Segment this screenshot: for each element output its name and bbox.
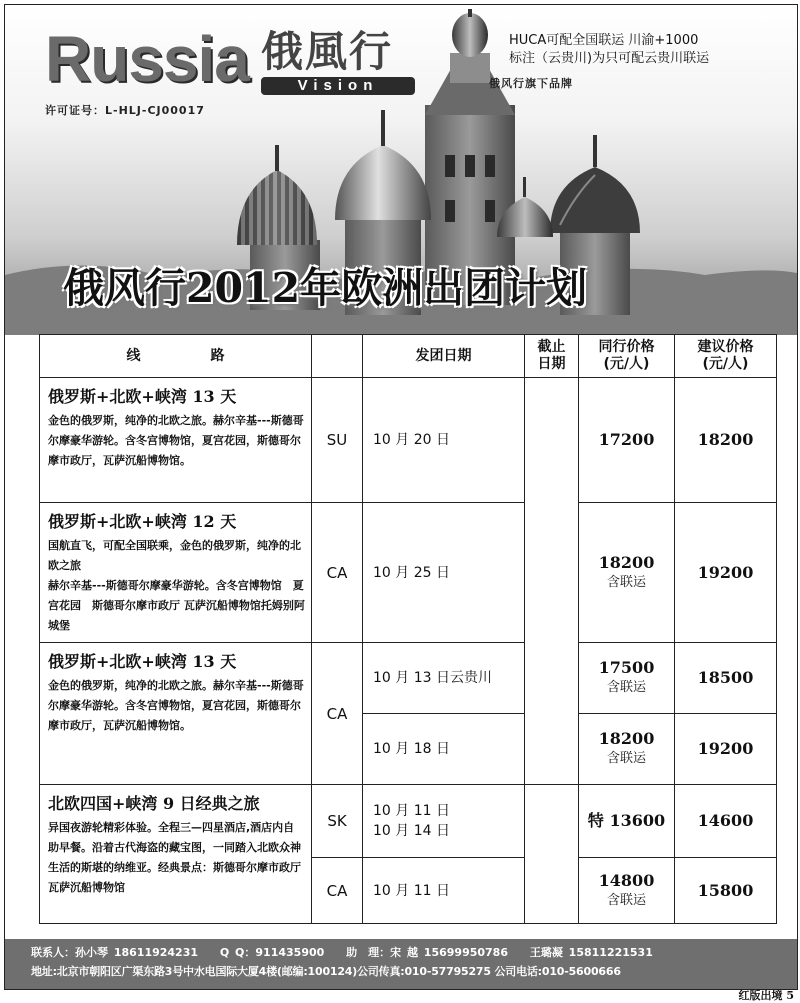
footer-contact-bar xyxy=(5,939,797,989)
deadline-cell xyxy=(525,378,579,785)
suggested-price-value: 19200 xyxy=(697,562,754,582)
airline-code: CA xyxy=(312,858,363,924)
departure-date-text: 10 月 13 日云贵川 xyxy=(373,670,492,686)
departure-date xyxy=(363,378,525,503)
peer-price-note: 含联运 xyxy=(606,751,646,766)
suggested-price xyxy=(675,503,777,643)
suggested-price-value: 19200 xyxy=(697,739,754,758)
peer-price xyxy=(579,785,675,858)
suggested-price xyxy=(675,643,777,714)
peer-price-note: 含联运 xyxy=(606,574,646,590)
route-cell xyxy=(40,643,312,785)
route-title: 俄罗斯+北欧+峡湾 13 天 xyxy=(48,652,237,671)
suggested-price-value: 14600 xyxy=(697,811,754,830)
tour-table xyxy=(39,334,777,924)
assistant-1: 助 理：宋 越 15699950786 xyxy=(346,946,508,959)
contact-person: 联系人：孙小琴 18611924231 xyxy=(31,946,199,959)
header-route: 线 路 xyxy=(40,335,312,378)
logo-subtitle: Vision xyxy=(261,77,415,95)
header-deadline: 截止日期 xyxy=(525,335,579,378)
page-number: 红版出境 5 xyxy=(738,989,794,1002)
airline-code: CA xyxy=(312,643,363,785)
brand-line: 俄风行旗下品牌 xyxy=(489,77,573,90)
peer-price xyxy=(579,858,675,924)
route-description: 异国夜游轮精彩体验。全程三—四星酒店,酒店内自助早餐。沿着古代海盗的藏宝图，一同踏入北欧众神生活的斯堪的纳维亚。经典景点：斯德哥尔摩市政厅瓦萨沉船博物馆 xyxy=(48,821,301,894)
connection-note-1: HUCA可配全国联运 川渝+1000 xyxy=(509,33,699,48)
route-cell xyxy=(40,378,312,503)
peer-price xyxy=(579,643,675,714)
departure-date-text: 10 月 14 日 xyxy=(373,823,450,839)
peer-price-value: 18200 xyxy=(598,552,655,572)
suggested-price-value: 18500 xyxy=(697,668,754,687)
peer-price-note: 含联运 xyxy=(606,680,646,695)
route-title: 俄罗斯+北欧+峡湾 13 天 xyxy=(48,387,237,406)
peer-price-note: 含联运 xyxy=(606,892,646,908)
peer-price-value: 14800 xyxy=(598,870,655,890)
departure-date-text: 10 月 11 日 xyxy=(373,803,450,819)
deadline-cell xyxy=(525,785,579,924)
route-description-2: 赫尔辛基---斯德哥尔摩豪华游轮。含冬宫博物馆 夏宫花园 斯德哥尔摩市政厅 瓦萨沉船博物馆托姆别阿城堡 xyxy=(48,579,305,632)
departure-date xyxy=(363,858,525,924)
suggested-price-value: 18200 xyxy=(697,430,754,449)
route-description: 金色的俄罗斯，纯净的北欧之旅。赫尔辛基---斯德哥尔摩豪华游轮。含冬宫博物馆，夏宫花园，斯德哥尔摩市政厅，瓦萨沉船博物馆。 xyxy=(48,414,304,467)
header-airline xyxy=(312,335,363,378)
header-departure: 发团日期 xyxy=(363,335,525,378)
contact-qq: Q Q：911435900 xyxy=(219,946,325,959)
departure-dates xyxy=(363,785,525,858)
header-peer-price: 同行价格(元/人) xyxy=(579,335,675,378)
departure-date-text: 10 月 11 日 xyxy=(373,882,450,899)
connection-note-2: 标注（云贵川)为只可配云贵川联运 xyxy=(509,51,710,66)
departure-date xyxy=(363,503,525,643)
peer-price xyxy=(579,378,675,503)
peer-price-value: 17200 xyxy=(598,430,655,449)
route-title: 俄罗斯+北欧+峡湾 12 天 xyxy=(48,512,237,531)
peer-price-value: 17500 xyxy=(598,658,655,677)
header-banner xyxy=(5,5,797,335)
route-title: 北欧四国+峡湾 9 日经典之旅 xyxy=(48,794,260,813)
flyer xyxy=(4,4,798,990)
airline-code: CA xyxy=(312,503,363,643)
header-suggested-price: 建议价格(元/人) xyxy=(675,335,777,378)
suggested-price xyxy=(675,858,777,924)
page-title: 俄风行2012年欧洲出团计划 xyxy=(63,264,588,312)
peer-price-value: 18200 xyxy=(598,729,655,748)
departure-date-text: 10 月 18 日 xyxy=(373,741,450,757)
departure-date xyxy=(363,714,525,785)
suggested-price xyxy=(675,378,777,503)
airline-code: SU xyxy=(312,378,363,503)
assistant-2: 王璐凝 15811221531 xyxy=(529,946,653,959)
address-line: 地址:北京市朝阳区广渠东路3号中水电国际大厦4楼(邮编:100124)公司传真:010-57795275 公司电话:010-5600666 xyxy=(31,965,621,978)
route-description: 国航直飞，可配全国联乘，金色的俄罗斯，纯净的北欧之旅 xyxy=(48,539,301,572)
departure-date-text: 10 月 25 日 xyxy=(373,564,450,581)
route-cell xyxy=(40,503,312,643)
peer-price-value: 特 13600 xyxy=(587,811,666,830)
suggested-price xyxy=(675,714,777,785)
logo-chinese: 俄風行 xyxy=(261,27,394,76)
suggested-price xyxy=(675,785,777,858)
route-cell xyxy=(40,785,312,924)
departure-date xyxy=(363,643,525,714)
logo-wordmark: Russia xyxy=(45,23,249,95)
license-number: 许可证号：L-HLJ-CJ00017 xyxy=(45,104,205,117)
airline-code: SK xyxy=(312,785,363,858)
peer-price xyxy=(579,714,675,785)
route-description: 金色的俄罗斯，纯净的北欧之旅。赫尔辛基---斯德哥尔摩豪华游轮。含冬宫博物馆，夏宫花园，斯德哥尔摩市政厅，瓦萨沉船博物馆。 xyxy=(48,679,304,732)
departure-date-text: 10 月 20 日 xyxy=(373,432,450,448)
contact-line xyxy=(31,944,669,960)
suggested-price-value: 15800 xyxy=(697,880,754,900)
peer-price xyxy=(579,503,675,643)
